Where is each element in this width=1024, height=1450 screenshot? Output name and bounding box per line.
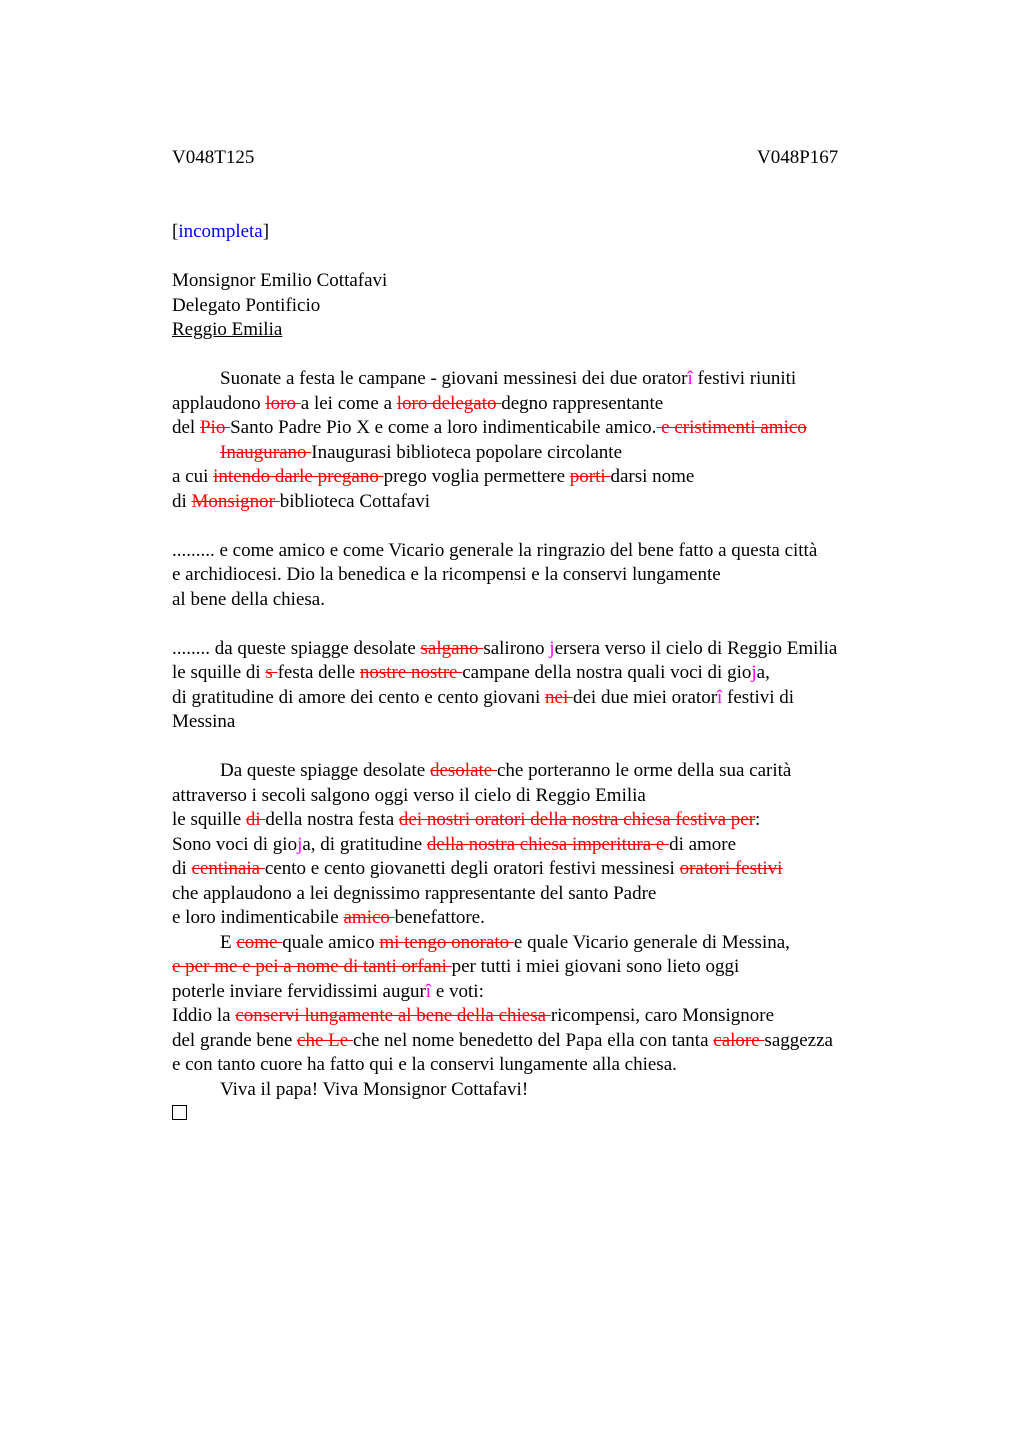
letter-body	[172, 220, 932, 1127]
deletion: Inaugurano	[220, 441, 312, 463]
text-line: le squille di s festa delle nostre nostre campane della nostra quali voci di gioja,	[172, 662, 770, 683]
deletion: e per me e pei a nome di tanti orfani	[172, 956, 452, 977]
closing-line: Viva il papa! Viva Monsignor Cottafavi!	[220, 1078, 529, 1100]
recipient-city: Reggio Emilia	[172, 319, 283, 340]
document-code-right: V048P167	[757, 147, 839, 168]
text-line: Da queste spiagge desolate desolate che porteranno le orme della sua carità	[220, 760, 792, 781]
deletion: intendo darle pregano	[213, 466, 384, 487]
deletion: desolate	[429, 760, 497, 781]
document-code-left: V048T125	[172, 147, 255, 168]
text-line: E come quale amico mi tengo onorato e quale Vicario generale di Messina,	[220, 931, 790, 953]
deletion: della nostra chiesa imperitura e	[426, 833, 670, 855]
text-line: di gratitudine di amore dei cento e cento giovani nei dei due miei oratorî festivi di	[172, 686, 795, 708]
deletion: loro delegato	[396, 392, 502, 414]
deletion: che Le	[297, 1029, 353, 1051]
text-line: ......... e come amico e come Vicario generale la ringrazio del bene fatto a questa città	[172, 539, 818, 561]
deletion: s	[265, 662, 278, 683]
text-line: di centinaia cento e cento giovanetti degli oratori festivi messinesi oratori festivi	[172, 858, 783, 879]
text-line: Suonate a festa le campane - giovani messinesi dei due oratorî festivi riuniti	[220, 368, 797, 389]
deletion: nostre nostre	[359, 662, 463, 683]
square-box-icon	[172, 1105, 187, 1120]
text-line: le squille di della nostra festa dei nostri oratori della nostra chiesa festiva per:	[172, 809, 761, 830]
deletion: calore	[713, 1029, 765, 1051]
text-line: del grande bene che Le che nel nome benedetto del Papa ella con tanta calore saggezza	[172, 1029, 833, 1051]
deletion: loro	[265, 392, 301, 414]
status-note: [incompleta]	[172, 221, 270, 242]
recipient-name: Monsignor Emilio Cottafavi	[172, 270, 388, 291]
text-line: attraverso i secoli salgono oggi verso il cielo di Reggio Emilia	[172, 784, 646, 806]
text-line: Iddio la conservi lungamente al bene della chiesa ricompensi, caro Monsignore	[172, 1005, 775, 1026]
deletion: dei nostri oratori della nostra chiesa festiva per	[398, 809, 756, 830]
deletion: Pio	[199, 417, 231, 438]
text-line: del Pio Santo Padre Pio X e come a loro indimenticabile amico. e cristimenti amico	[172, 417, 807, 438]
text-line: e con tanto cuore ha fatto qui e la conservi lungamente alla chiesa.	[172, 1054, 677, 1075]
text-line: e per me e pei a nome di tanti orfani per tutti i miei giovani sono lieto oggi	[172, 956, 740, 977]
text-line: e loro indimenticabile amico benefattore.	[172, 907, 485, 928]
deletion: e cristimenti amico	[656, 417, 807, 438]
text-line: applaudono loro a lei come a loro delegato degno rappresentante	[172, 392, 664, 414]
deletion: porti	[569, 466, 611, 487]
text-line: poterle inviare fervidissimi augurî e voti:	[172, 980, 484, 1002]
text-line: al bene della chiesa.	[172, 588, 325, 610]
deletion: Monsignor	[191, 490, 280, 512]
deletion: come	[236, 931, 283, 953]
text-line: Sono voci di gioja, di gratitudine della nostra chiesa imperitura e di amore	[172, 833, 737, 855]
text-line: ........ da queste spiagge desolate salgano salirono jersera verso il cielo di Reggio Emilia	[172, 637, 838, 659]
deletion: oratori festivi	[679, 858, 783, 879]
deletion: centinaia	[191, 858, 265, 879]
recipient-role: Delegato Pontificio	[172, 294, 321, 316]
text-line: a cui intendo darle pregano prego voglia permettere porti darsi nome	[172, 466, 695, 487]
text-line: e archidiocesi. Dio la benedica e la ricompensi e la conservi lungamente	[172, 564, 721, 585]
text-line: Messina	[172, 711, 236, 732]
text-line: che applaudono a lei degnissimo rappresentante del santo Padre	[172, 882, 657, 904]
deletion: conservi lungamente al bene della chiesa	[235, 1005, 551, 1026]
deletion: mi tengo onorato	[379, 931, 514, 953]
deletion: salgano	[420, 637, 484, 659]
text-line: di Monsignor biblioteca Cottafavi	[172, 490, 431, 512]
deletion: amico	[343, 907, 395, 928]
text-line: Inaugurano Inaugurasi biblioteca popolare circolante	[220, 441, 623, 463]
deletion: nei	[545, 686, 573, 708]
deletion: di	[245, 809, 266, 830]
incomplete-label: incompleta	[178, 221, 263, 242]
